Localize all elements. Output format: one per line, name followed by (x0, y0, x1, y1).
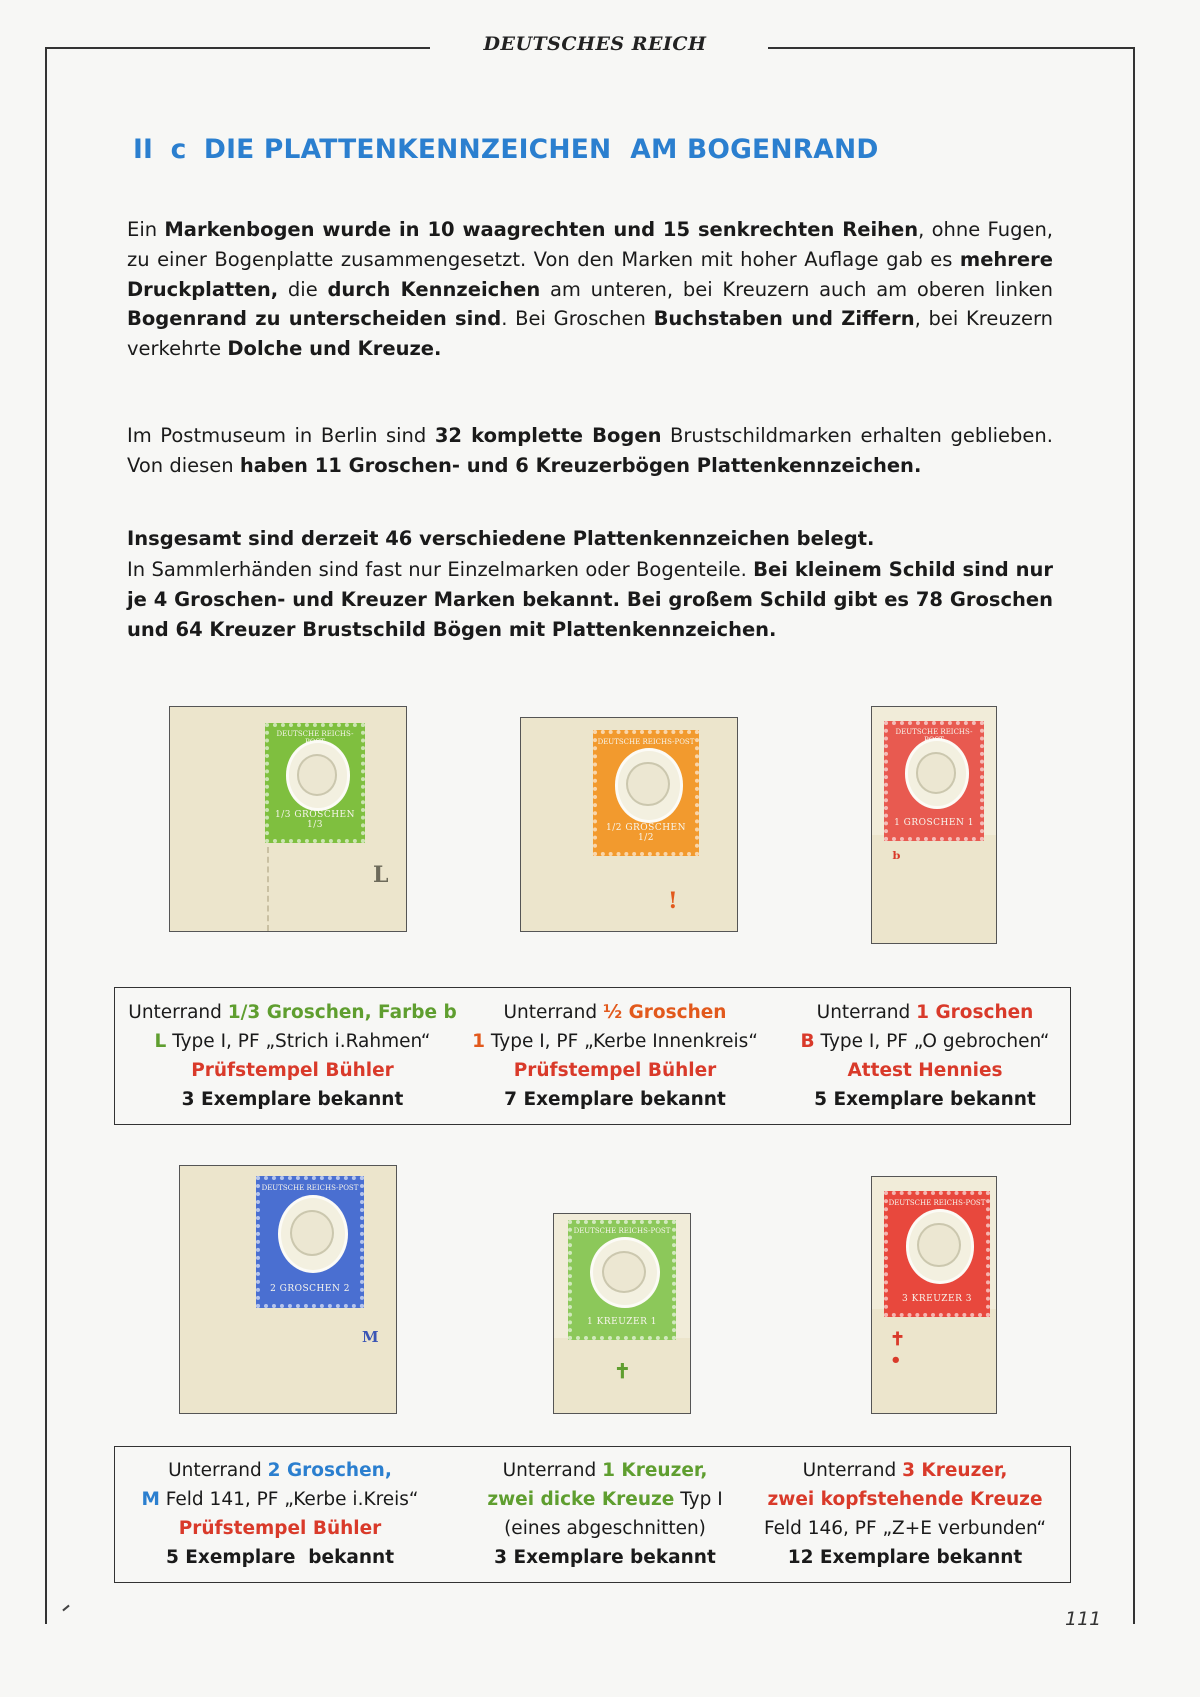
caption-mark: M (141, 1489, 160, 1510)
caption-mark: zwei kopfstehende Kreuze (767, 1489, 1043, 1510)
intro-text: Im Postmuseum in Berlin sind (127, 424, 435, 447)
plate-mark: ✝ • (890, 1329, 934, 1371)
intro-paragraph-3 (127, 524, 1053, 554)
caption-label: Unterrand (802, 1460, 903, 1481)
caption-1 (120, 998, 465, 1114)
stamp-third-groschen (265, 723, 365, 843)
stamp-half-groschen (593, 730, 699, 856)
intro-text: , ohne Fugen, zu einer Bogenplatte zusammengesetzt. Von den Marken mit hoher Auflage gab es (127, 218, 1053, 271)
eagle-emblem-icon (916, 752, 957, 794)
caption-5 (470, 1456, 740, 1572)
caption-field: Feld 146, PF „Z+E verbunden“ (763, 1518, 1047, 1539)
header-title: DEUTSCHES REICH (483, 33, 707, 55)
eagle-emblem-icon (297, 754, 338, 796)
header-rule-right (768, 47, 1135, 49)
perforation (267, 847, 269, 931)
intro-text: die (278, 277, 328, 301)
caption-count: 3 Exemplare bekannt (494, 1547, 716, 1568)
caption-certificate: Prüfstempel Bühler (178, 1518, 382, 1539)
intro-bold: 32 komplette Bogen (434, 424, 662, 447)
caption-note: (eines abgeschnitten) (504, 1518, 706, 1539)
eagle-emblem-icon (290, 1210, 334, 1256)
stamp-value: 1 GROSCHEN 1 (894, 818, 974, 829)
intro-text: , bei Kreuzern verkehrte (127, 307, 1054, 361)
intro-bold: Buchstaben und Ziffern (653, 307, 915, 331)
stamp-image-4 (179, 1165, 397, 1414)
caption-mark: B (800, 1031, 815, 1052)
stamp-image-2 (520, 717, 738, 932)
intro-text: Ein (127, 218, 165, 241)
caption-label: Unterrand (502, 1460, 603, 1481)
intro-text: . Bei Groschen (501, 307, 654, 331)
intro-paragraph-4 (127, 555, 1053, 644)
plate-mark: ! (668, 888, 678, 914)
stamp-arc-text: DEUTSCHE REICHS-POST (261, 1183, 359, 1192)
stamp-value: 3 KREUZER 3 (902, 1293, 972, 1304)
caption-4 (130, 1456, 430, 1572)
caption-certificate: Prüfstempel Bühler (191, 1060, 394, 1081)
stamp-image-6 (871, 1176, 997, 1414)
caption-mark: zwei dicke Kreuze (487, 1489, 675, 1510)
header-rule-left (45, 47, 430, 49)
caption-label: Unterrand (128, 1002, 228, 1023)
stamp-image-1 (169, 706, 407, 932)
stamp-arc-text: DEUTSCHE REICHS-POST (888, 1198, 986, 1207)
caption-type: Feld 141, PF „Kerbe i.Kreis“ (159, 1489, 419, 1510)
intro-bold: mehrere Druckplatten, (127, 247, 1053, 301)
caption-type: Type I, PF „Strich i.Rahmen“ (166, 1031, 431, 1052)
caption-mark: L (154, 1031, 167, 1052)
caption-count: 12 Exemplare bekannt (787, 1547, 1023, 1568)
stamp-value: 1 KREUZER 1 (587, 1317, 657, 1328)
stamp-one-kreuzer (568, 1220, 676, 1340)
plate-mark: M (362, 1328, 379, 1346)
caption-type: Type I, PF „O gebrochen“ (814, 1031, 1050, 1052)
eagle-emblem-icon (917, 1223, 960, 1267)
caption-label: Unterrand (816, 1002, 917, 1023)
sheet-margin (872, 835, 996, 943)
caption-certificate: Attest Hennies (847, 1060, 1003, 1081)
plate-mark: ᵇ (892, 849, 901, 870)
intro-bold: Bei kleinem Schild sind nur je 4 Groschen- und Kreuzer Marken bekannt. Bei großem Schild gibt es 78 Groschen und 64 Kreuzer Brustschild Bögen mit Plattenkennzeichen. (127, 558, 1053, 641)
caption-value: 1 Kreuzer, (602, 1460, 708, 1481)
caption-count: 3 Exemplare bekannt (181, 1089, 404, 1110)
caption-type: Typ I (674, 1489, 723, 1510)
title-letter: c (170, 134, 187, 165)
intro-text: am unteren, bei Kreuzern auch am oberen linken (540, 277, 1053, 301)
caption-value: ½ Groschen (603, 1002, 727, 1023)
caption-value: 2 Groschen, (267, 1460, 392, 1481)
plate-mark: L (373, 862, 389, 888)
stamp-one-groschen (884, 721, 984, 841)
frame-right-border (1133, 47, 1135, 1624)
intro-bold: Dolche und Kreuze. (227, 337, 442, 361)
title-text: DIE PLATTENKENNZEICHEN AM BOGENRAND (203, 134, 879, 165)
eagle-emblem-icon (626, 762, 669, 806)
intro-bold: haben 11 Groschen- und 6 Kreuzerbögen Plattenkennzeichen. (239, 453, 922, 477)
plate-mark: ✝ (614, 1359, 631, 1383)
stamp-value: 2 GROSCHEN 2 (270, 1284, 350, 1295)
caption-certificate: Prüfstempel Bühler (513, 1060, 717, 1081)
stamp-two-groschen (256, 1176, 364, 1308)
caption-type: Type I, PF „Kerbe Innenkreis“ (484, 1031, 758, 1052)
stamp-image-3 (871, 706, 997, 944)
page-number: 111 (1065, 1608, 1102, 1630)
intro-bold: durch Kennzeichen (327, 277, 541, 301)
stamp-image-5 (553, 1213, 691, 1414)
frame-left-border (45, 47, 47, 1624)
title-prefix: II (133, 134, 154, 165)
stamp-arc-text: DEUTSCHE REICHS- (276, 730, 354, 739)
intro-paragraph-2 (127, 421, 1053, 481)
intro-bold: Insgesamt sind derzeit 46 verschiedene Plattenkennzeichen belegt. (127, 527, 875, 550)
caption-value: 3 Kreuzer, (902, 1460, 1008, 1481)
stamp-arc-text: DEUTSCHE REICHS-POST (573, 1227, 671, 1236)
intro-text: Brustschildmarken erhalten geblieben. Von diesen (127, 424, 1053, 477)
caption-label: Unterrand (168, 1460, 268, 1481)
caption-count: 7 Exemplare bekannt (504, 1089, 726, 1110)
caption-3 (780, 998, 1070, 1114)
caption-mark: 1 (472, 1031, 485, 1052)
stamp-value: 1/2 GROSCHEN 1/2 (605, 822, 687, 843)
stamp-value: 1/3 GROSCHEN 1/3 (274, 810, 356, 831)
intro-bold: Bogenrand zu unterscheiden sind (127, 307, 502, 331)
intro-paragraph-1 (127, 215, 1053, 364)
caption-count: 5 Exemplare bekannt (165, 1547, 395, 1568)
page-title (133, 134, 1093, 165)
caption-count: 5 Exemplare bekannt (814, 1089, 1036, 1110)
stamp-three-kreuzer (884, 1191, 990, 1317)
caption-2 (450, 998, 780, 1114)
caption-value: 1/3 Groschen, Farbe b (227, 1002, 457, 1023)
eagle-emblem-icon (602, 1251, 646, 1293)
intro-text: In Sammlerhänden sind fast nur Einzelmarken oder Bogenteile. (127, 558, 754, 581)
caption-value: 1 Groschen (916, 1002, 1034, 1023)
caption-label: Unterrand (503, 1002, 603, 1023)
scan-mark (62, 1605, 69, 1612)
caption-6 (755, 1456, 1055, 1572)
intro-bold: Markenbogen wurde in 10 waagrechten und 15 senkrechten Reihen (164, 218, 919, 241)
stamp-arc-text: DEUTSCHE REICHS-POST (597, 737, 695, 746)
stamp-arc-text: DEUTSCHE REICHS- (895, 728, 973, 737)
